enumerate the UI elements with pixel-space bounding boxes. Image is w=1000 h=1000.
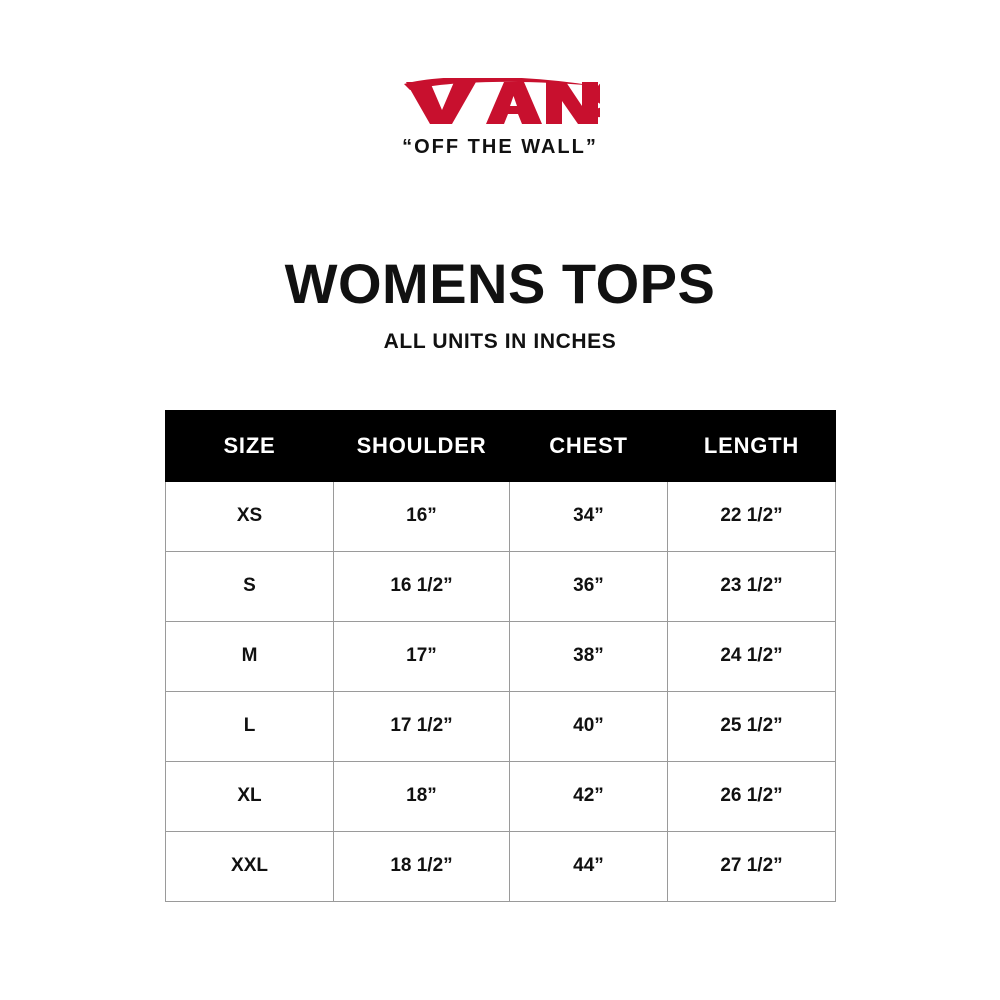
table-row [166,621,836,691]
column-header-length: LENGTH [668,410,836,481]
cell-length: 25 1/2” [668,691,836,761]
cell-length: 24 1/2” [668,621,836,691]
cell-length: 22 1/2” [668,481,836,551]
cell-size: L [166,691,334,761]
cell-shoulder: 16” [334,481,510,551]
table-row [166,831,836,901]
cell-length: 23 1/2” [668,551,836,621]
column-header-size: SIZE [166,410,334,481]
cell-shoulder: 18” [334,761,510,831]
cell-chest: 42” [510,761,668,831]
table-row [166,551,836,621]
cell-length: 27 1/2” [668,831,836,901]
cell-shoulder: 17 1/2” [334,691,510,761]
size-chart-table-wrapper [165,410,835,902]
cell-chest: 36” [510,551,668,621]
brand-tagline: “OFF THE WALL” [402,136,598,158]
table-header [166,410,836,481]
page-title: WOMENS TOPS [284,252,716,315]
table-row [166,761,836,831]
cell-length: 26 1/2” [668,761,836,831]
title-block [284,252,716,354]
cell-size: S [166,551,334,621]
cell-size: M [166,621,334,691]
cell-size: XXL [166,831,334,901]
vans-logo-icon [400,78,600,124]
cell-shoulder: 18 1/2” [334,831,510,901]
cell-chest: 40” [510,691,668,761]
cell-chest: 38” [510,621,668,691]
cell-chest: 44” [510,831,668,901]
cell-size: XL [166,761,334,831]
cell-size: XS [166,481,334,551]
cell-shoulder: 16 1/2” [334,551,510,621]
column-header-shoulder: SHOULDER [334,410,510,481]
cell-shoulder: 17” [334,621,510,691]
table-header-row [166,410,836,481]
size-chart-table [165,410,836,902]
table-body [166,481,836,901]
column-header-chest: CHEST [510,410,668,481]
page-subtitle: ALL UNITS IN INCHES [383,329,617,353]
cell-chest: 34” [510,481,668,551]
table-row [166,481,836,551]
table-row [166,691,836,761]
brand-block [400,78,600,159]
